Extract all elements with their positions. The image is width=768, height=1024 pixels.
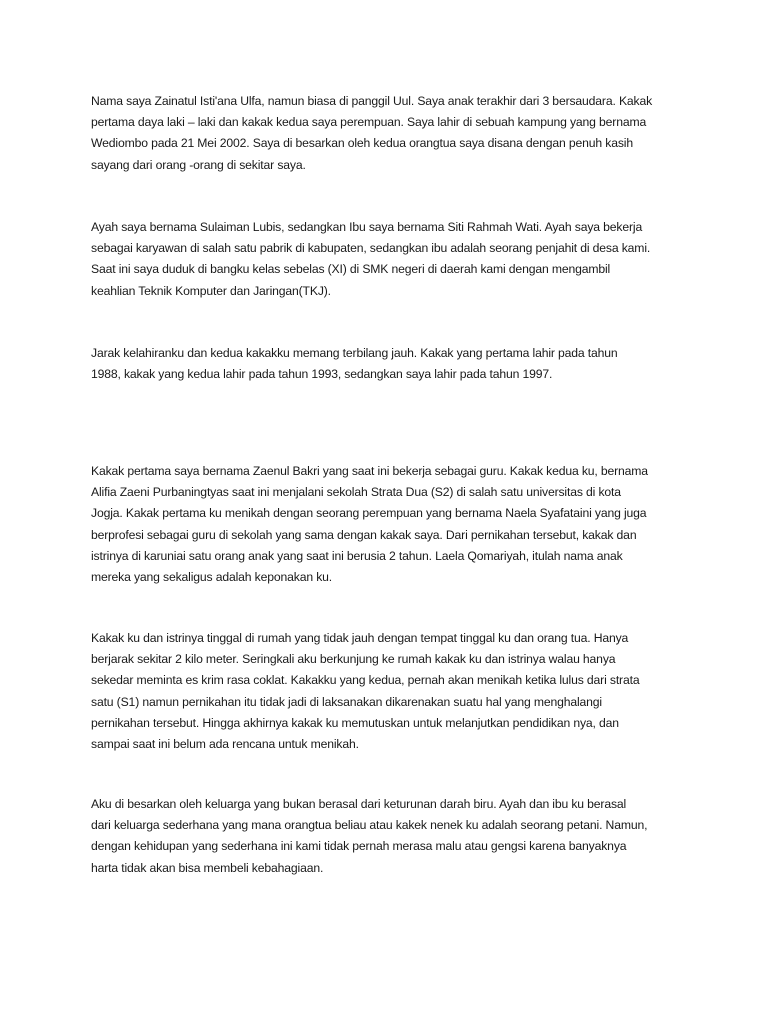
text-line: mereka yang sekaligus adalah keponakan ku. xyxy=(91,570,332,585)
text-line: sayang dari orang -orang di sekitar saya. xyxy=(91,157,306,172)
text-line: istrinya di karuniai satu orang anak yang saat ini berusia 2 tahun. Laela Qomariyah, itulah nama anak xyxy=(91,548,623,563)
text-line: satu (S1) namun pernikahan itu tidak jadi di laksanakan dikarenakan suatu hal yang menghalangi xyxy=(91,694,602,709)
paragraph-introduction xyxy=(91,91,691,176)
paragraph-sibling-home xyxy=(91,628,691,755)
paragraph-parents xyxy=(91,217,691,302)
text-line: Jogja. Kakak pertama ku menikah dengan seorang perempuan yang bernama Naela Syafataini yang juga xyxy=(91,506,647,521)
text-line: sampai saat ini belum ada rencana untuk menikah. xyxy=(91,737,359,752)
text-line: Kakak ku dan istrinya tinggal di rumah yang tidak jauh dengan tempat tinggal ku dan orang tua. Hanya xyxy=(91,631,629,645)
text-line: pertama daya laki – laki dan kakak kedua saya perempuan. Saya lahir di sebuah kampung yang bernama xyxy=(91,115,647,130)
text-line: harta tidak akan bisa membeli kebahagiaan. xyxy=(91,860,324,875)
text-line: sekedar meminta es krim rasa coklat. Kakakku yang kedua, pernah akan menikah ketika lulus dari strata xyxy=(91,673,640,688)
text-line: Wediombo pada 21 Mei 2002. Saya di besarkan oleh kedua orangtua saya disana dengan penuh kasih xyxy=(91,136,633,151)
text-line: berprofesi sebagai guru di sekolah yang sama dengan kakak saya. Dari pernikahan tersebut, kakak dan xyxy=(91,527,637,542)
text-line: Saat ini saya duduk di bangku kelas sebelas (XI) di SMK negeri di daerah kami dengan mengambil xyxy=(91,262,611,277)
text-line: pernikahan tersebut. Hingga akhirnya kakak ku memutuskan untuk melanjutkan pendidikan nya, dan xyxy=(91,715,619,730)
text-line: 1988, kakak yang kedua lahir pada tahun 1993, sedangkan saya lahir pada tahun 1997. xyxy=(91,367,553,382)
paragraph-siblings xyxy=(91,461,691,588)
text-line: Aku di besarkan oleh keluarga yang bukan berasal dari keturunan darah biru. Ayah dan ibu ku berasal xyxy=(91,797,627,811)
text-line: Nama saya Zainatul Isti'ana Ulfa, namun biasa di panggil Uul. Saya anak terakhir dari 3 bersaudara. Kakak xyxy=(91,94,653,108)
text-line: Ayah saya bernama Sulaiman Lubis, sedangkan Ibu saya bernama Siti Rahmah Wati. Ayah saya bekerja xyxy=(91,220,643,234)
paragraph-birth-years xyxy=(91,343,691,385)
text-line: sebagai karyawan di salah satu pabrik di kabupaten, sedangkan ibu adalah seorang penjahit di desa kami. xyxy=(91,241,651,256)
text-line: dengan kehidupan yang sederhana ini kami tidak pernah merasa malu atau gengsi karena banyaknya xyxy=(91,839,627,854)
paragraph-family-background xyxy=(91,794,691,879)
text-line: dari keluarga sederhana yang mana orangtua beliau atau kakek nenek ku adalah seorang petani. Namun, xyxy=(91,818,648,833)
text-line: Kakak pertama saya bernama Zaenul Bakri yang saat ini bekerja sebagai guru. Kakak kedua ku, bernama xyxy=(91,464,648,478)
text-line: keahlian Teknik Komputer dan Jaringan(TKJ). xyxy=(91,283,331,298)
text-line: berjarak sekitar 2 kilo meter. Seringkali aku berkunjung ke rumah kakak ku dan istrinya walau hanya xyxy=(91,652,616,667)
text-line: Alifia Zaeni Purbaningtyas saat ini menjalani sekolah Strata Dua (S2) di salah satu universitas di kota xyxy=(91,485,621,500)
text-line: Jarak kelahiranku dan kedua kakakku memang terbilang jauh. Kakak yang pertama lahir pada tahun xyxy=(91,346,618,360)
